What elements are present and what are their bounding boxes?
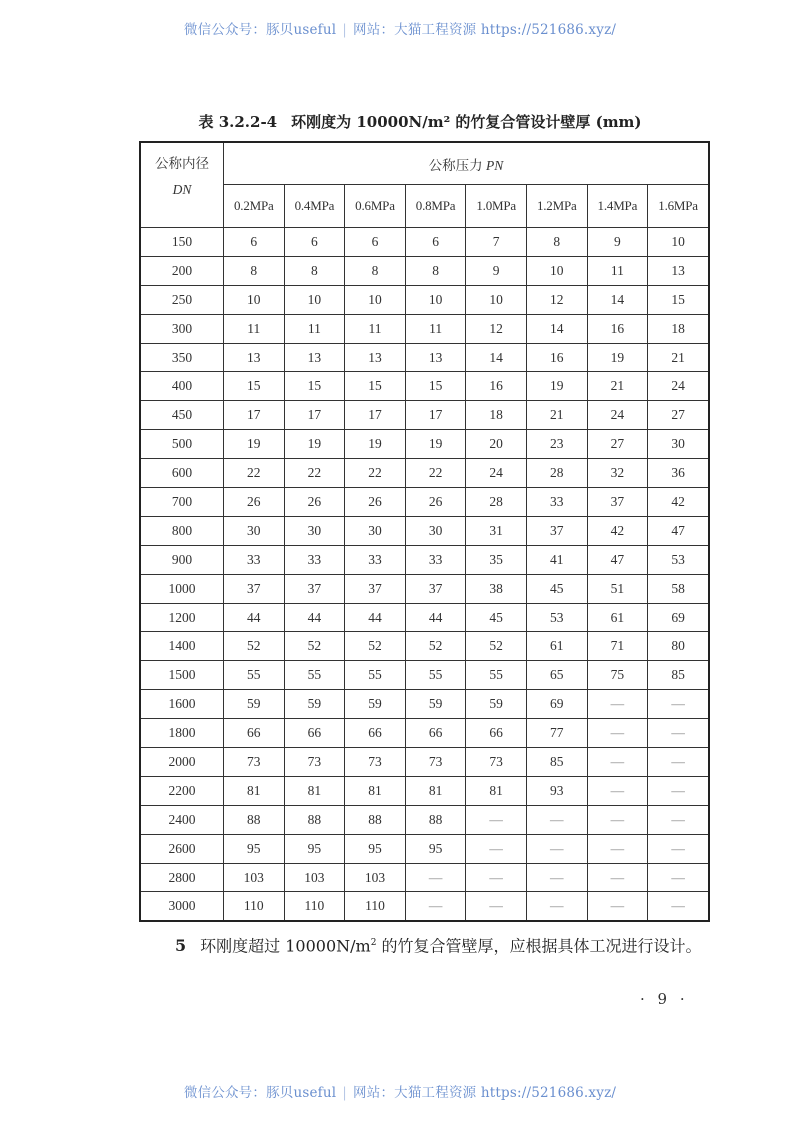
thickness-cell: 52: [405, 632, 466, 661]
thickness-cell: 10: [284, 285, 345, 314]
thickness-cell: —: [587, 834, 648, 863]
thickness-cell: 10: [648, 228, 709, 257]
thickness-cell: —: [648, 719, 709, 748]
thickness-cell: —: [526, 863, 587, 892]
thickness-cell: —: [466, 892, 527, 921]
thickness-cell: 22: [405, 459, 466, 488]
thickness-cell: 45: [466, 603, 527, 632]
thickness-cell: 73: [405, 748, 466, 777]
thickness-cell: 33: [284, 545, 345, 574]
thickness-cell: 37: [587, 488, 648, 517]
thickness-cell: 6: [345, 228, 406, 257]
thickness-cell: 44: [224, 603, 285, 632]
dn-cell: 900: [140, 545, 224, 574]
thickness-cell: 26: [345, 488, 406, 517]
dn-cell: 500: [140, 430, 224, 459]
table-row: [140, 805, 709, 834]
thickness-cell: 71: [587, 632, 648, 661]
thickness-cell: 14: [466, 343, 527, 372]
thickness-cell: 47: [587, 545, 648, 574]
thickness-cell: 77: [526, 719, 587, 748]
wall-thickness-table: [139, 141, 710, 922]
thickness-cell: 69: [648, 603, 709, 632]
thickness-cell: 85: [648, 661, 709, 690]
table-row: [140, 285, 709, 314]
thickness-cell: 69: [526, 690, 587, 719]
group-header-label: 公称压力: [428, 157, 483, 173]
thickness-cell: —: [587, 892, 648, 921]
thickness-cell: 110: [284, 892, 345, 921]
dn-cell: 600: [140, 459, 224, 488]
thickness-cell: 14: [526, 314, 587, 343]
table-row: [140, 401, 709, 430]
column-header: 0.4MPa: [284, 185, 345, 228]
thickness-cell: 42: [587, 516, 648, 545]
table-row: [140, 314, 709, 343]
thickness-cell: 11: [284, 314, 345, 343]
dn-cell: 3000: [140, 892, 224, 921]
thickness-cell: 27: [587, 430, 648, 459]
thickness-cell: 73: [345, 748, 406, 777]
page-number: · 9 ·: [640, 990, 689, 1008]
table-row: [140, 834, 709, 863]
thickness-cell: 88: [345, 805, 406, 834]
note-paragraph: [139, 929, 719, 960]
dn-cell: 2800: [140, 863, 224, 892]
thickness-cell: 88: [405, 805, 466, 834]
table-title: 环刚度为 10000N/m² 的竹复合管设计壁厚 (mm): [291, 113, 642, 131]
thickness-cell: 36: [648, 459, 709, 488]
thickness-cell: —: [648, 834, 709, 863]
row-header-label: 公称内径: [155, 156, 209, 171]
table-row: [140, 228, 709, 257]
thickness-cell: 44: [405, 603, 466, 632]
thickness-cell: —: [587, 776, 648, 805]
dn-cell: 1600: [140, 690, 224, 719]
thickness-cell: 32: [587, 459, 648, 488]
thickness-cell: 11: [587, 256, 648, 285]
thickness-cell: 17: [224, 401, 285, 430]
dn-cell: 1500: [140, 661, 224, 690]
group-header-pn: [224, 142, 710, 185]
thickness-cell: 59: [405, 690, 466, 719]
thickness-cell: 30: [405, 516, 466, 545]
thickness-cell: 37: [405, 574, 466, 603]
thickness-cell: 103: [284, 863, 345, 892]
thickness-cell: 95: [405, 834, 466, 863]
table-row: [140, 574, 709, 603]
dn-cell: 700: [140, 488, 224, 517]
thickness-cell: 35: [466, 545, 527, 574]
thickness-cell: 13: [345, 343, 406, 372]
thickness-cell: 37: [345, 574, 406, 603]
thickness-cell: 61: [526, 632, 587, 661]
watermark-wechat: 微信公众号：豚贝useful: [183, 1085, 337, 1101]
thickness-cell: 95: [345, 834, 406, 863]
thickness-cell: 13: [648, 256, 709, 285]
dn-cell: 2200: [140, 776, 224, 805]
thickness-cell: 73: [224, 748, 285, 777]
thickness-cell: 110: [224, 892, 285, 921]
thickness-cell: 19: [526, 372, 587, 401]
thickness-cell: 93: [526, 776, 587, 805]
dn-cell: 1800: [140, 719, 224, 748]
thickness-cell: 17: [345, 401, 406, 430]
thickness-cell: 26: [224, 488, 285, 517]
thickness-cell: 75: [587, 661, 648, 690]
thickness-cell: 15: [345, 372, 406, 401]
thickness-cell: 55: [224, 661, 285, 690]
table-row: [140, 256, 709, 285]
dn-cell: 450: [140, 401, 224, 430]
table-row: [140, 661, 709, 690]
thickness-cell: 44: [284, 603, 345, 632]
note-text-after: 的竹复合管壁厚，应根据具体工况进行设计。: [376, 936, 702, 956]
thickness-cell: 10: [345, 285, 406, 314]
column-header: 0.2MPa: [224, 185, 285, 228]
thickness-cell: 24: [466, 459, 527, 488]
thickness-cell: 15: [224, 372, 285, 401]
dn-cell: 1000: [140, 574, 224, 603]
table-row: [140, 545, 709, 574]
thickness-cell: 8: [526, 228, 587, 257]
thickness-cell: 28: [526, 459, 587, 488]
thickness-cell: 20: [466, 430, 527, 459]
thickness-cell: 33: [224, 545, 285, 574]
dn-cell: 200: [140, 256, 224, 285]
table-row: [140, 343, 709, 372]
thickness-cell: 19: [587, 343, 648, 372]
column-header-row: [140, 185, 709, 228]
thickness-cell: 17: [405, 401, 466, 430]
thickness-cell: 66: [224, 719, 285, 748]
thickness-cell: 19: [224, 430, 285, 459]
thickness-cell: 55: [405, 661, 466, 690]
thickness-cell: 15: [648, 285, 709, 314]
table-row: [140, 863, 709, 892]
thickness-cell: 22: [224, 459, 285, 488]
thickness-cell: 17: [284, 401, 345, 430]
dn-cell: 2000: [140, 748, 224, 777]
watermark-wechat: 微信公众号：豚贝useful: [183, 22, 337, 38]
thickness-cell: 55: [466, 661, 527, 690]
thickness-cell: 73: [284, 748, 345, 777]
thickness-cell: 19: [345, 430, 406, 459]
thickness-cell: 44: [345, 603, 406, 632]
thickness-cell: —: [648, 863, 709, 892]
thickness-cell: 53: [526, 603, 587, 632]
row-header-dn: [140, 142, 224, 228]
thickness-cell: 12: [526, 285, 587, 314]
dn-cell: 800: [140, 516, 224, 545]
thickness-cell: 53: [648, 545, 709, 574]
thickness-cell: 24: [648, 372, 709, 401]
thickness-cell: —: [466, 805, 527, 834]
thickness-cell: 30: [648, 430, 709, 459]
table-row: [140, 690, 709, 719]
thickness-cell: —: [526, 805, 587, 834]
thickness-cell: 33: [345, 545, 406, 574]
table-number: 表 3.2.2-4: [198, 113, 278, 131]
table-row: [140, 516, 709, 545]
thickness-cell: —: [466, 834, 527, 863]
dn-cell: 300: [140, 314, 224, 343]
thickness-cell: 61: [587, 603, 648, 632]
thickness-cell: —: [648, 690, 709, 719]
thickness-cell: 9: [466, 256, 527, 285]
thickness-cell: 11: [224, 314, 285, 343]
watermark-website: 网站：大猫工程资源 https://521686.xyz/: [353, 1085, 617, 1101]
dn-cell: 1400: [140, 632, 224, 661]
thickness-cell: —: [648, 776, 709, 805]
thickness-cell: 81: [405, 776, 466, 805]
thickness-cell: 42: [648, 488, 709, 517]
thickness-cell: 73: [466, 748, 527, 777]
thickness-cell: 55: [284, 661, 345, 690]
thickness-cell: 31: [466, 516, 527, 545]
thickness-cell: 45: [526, 574, 587, 603]
thickness-cell: 88: [224, 805, 285, 834]
group-header-symbol: PN: [486, 157, 504, 173]
thickness-cell: 33: [526, 488, 587, 517]
thickness-cell: 33: [405, 545, 466, 574]
thickness-cell: 18: [466, 401, 527, 430]
thickness-cell: 9: [587, 228, 648, 257]
thickness-cell: 6: [405, 228, 466, 257]
table-row: [140, 488, 709, 517]
thickness-cell: 95: [224, 834, 285, 863]
dn-cell: 1200: [140, 603, 224, 632]
table-row: [140, 748, 709, 777]
thickness-cell: 47: [648, 516, 709, 545]
table-caption: [130, 111, 710, 132]
thickness-cell: 52: [284, 632, 345, 661]
thickness-cell: 103: [345, 863, 406, 892]
thickness-cell: 41: [526, 545, 587, 574]
thickness-cell: —: [648, 805, 709, 834]
thickness-cell: 52: [345, 632, 406, 661]
note-text-before: 环刚度超过 10000N/m: [200, 936, 371, 956]
thickness-cell: 81: [284, 776, 345, 805]
thickness-cell: 103: [224, 863, 285, 892]
thickness-cell: 55: [345, 661, 406, 690]
thickness-cell: 10: [224, 285, 285, 314]
thickness-cell: 8: [224, 256, 285, 285]
thickness-cell: 12: [466, 314, 527, 343]
thickness-cell: 19: [405, 430, 466, 459]
thickness-cell: 13: [284, 343, 345, 372]
thickness-cell: 10: [466, 285, 527, 314]
column-header: 1.4MPa: [587, 185, 648, 228]
thickness-cell: 16: [466, 372, 527, 401]
thickness-cell: —: [405, 892, 466, 921]
thickness-cell: 27: [648, 401, 709, 430]
thickness-cell: 22: [284, 459, 345, 488]
thickness-cell: 30: [345, 516, 406, 545]
watermark-separator: |: [342, 22, 348, 38]
thickness-cell: 80: [648, 632, 709, 661]
thickness-cell: 8: [345, 256, 406, 285]
thickness-cell: 23: [526, 430, 587, 459]
dn-cell: 350: [140, 343, 224, 372]
column-header: 1.0MPa: [466, 185, 527, 228]
thickness-cell: 38: [466, 574, 527, 603]
thickness-cell: 66: [345, 719, 406, 748]
thickness-cell: 88: [284, 805, 345, 834]
dn-cell: 400: [140, 372, 224, 401]
watermark-top: [0, 18, 800, 38]
thickness-cell: 11: [345, 314, 406, 343]
row-header-symbol: DN: [172, 182, 192, 197]
thickness-cell: 10: [405, 285, 466, 314]
thickness-cell: 59: [284, 690, 345, 719]
table-row: [140, 719, 709, 748]
thickness-cell: 58: [648, 574, 709, 603]
thickness-cell: 28: [466, 488, 527, 517]
table-row: [140, 372, 709, 401]
note-number: 5: [175, 936, 187, 956]
thickness-cell: 14: [587, 285, 648, 314]
thickness-cell: 6: [284, 228, 345, 257]
thickness-cell: 85: [526, 748, 587, 777]
note-superscript: 2: [370, 938, 377, 948]
thickness-cell: 30: [284, 516, 345, 545]
dn-cell: 2600: [140, 834, 224, 863]
thickness-cell: 59: [466, 690, 527, 719]
watermark-website: 网站：大猫工程资源 https://521686.xyz/: [353, 22, 617, 38]
thickness-cell: —: [587, 690, 648, 719]
thickness-cell: 59: [345, 690, 406, 719]
thickness-cell: 22: [345, 459, 406, 488]
thickness-cell: —: [526, 834, 587, 863]
thickness-cell: 52: [224, 632, 285, 661]
thickness-cell: 10: [526, 256, 587, 285]
thickness-cell: 21: [526, 401, 587, 430]
thickness-cell: 37: [284, 574, 345, 603]
thickness-cell: 8: [284, 256, 345, 285]
thickness-cell: 13: [405, 343, 466, 372]
thickness-cell: 18: [648, 314, 709, 343]
thickness-cell: —: [648, 748, 709, 777]
thickness-cell: 26: [284, 488, 345, 517]
thickness-cell: 21: [648, 343, 709, 372]
column-header: 0.8MPa: [405, 185, 466, 228]
thickness-cell: 21: [587, 372, 648, 401]
thickness-cell: 110: [345, 892, 406, 921]
thickness-cell: 51: [587, 574, 648, 603]
thickness-cell: 65: [526, 661, 587, 690]
thickness-cell: —: [405, 863, 466, 892]
thickness-cell: 16: [526, 343, 587, 372]
thickness-cell: 15: [284, 372, 345, 401]
table-row: [140, 603, 709, 632]
thickness-cell: —: [466, 863, 527, 892]
thickness-cell: 13: [224, 343, 285, 372]
thickness-cell: —: [526, 892, 587, 921]
thickness-cell: 30: [224, 516, 285, 545]
dn-cell: 2400: [140, 805, 224, 834]
watermark-separator: |: [342, 1085, 348, 1101]
dn-cell: 250: [140, 285, 224, 314]
thickness-cell: 95: [284, 834, 345, 863]
table-row: [140, 776, 709, 805]
thickness-cell: —: [648, 892, 709, 921]
table-row: [140, 892, 709, 921]
thickness-cell: 81: [466, 776, 527, 805]
thickness-cell: —: [587, 748, 648, 777]
thickness-cell: 8: [405, 256, 466, 285]
thickness-cell: 81: [224, 776, 285, 805]
thickness-cell: 37: [224, 574, 285, 603]
thickness-cell: 7: [466, 228, 527, 257]
thickness-cell: —: [587, 805, 648, 834]
thickness-cell: 24: [587, 401, 648, 430]
thickness-cell: 52: [466, 632, 527, 661]
thickness-cell: 81: [345, 776, 406, 805]
thickness-cell: —: [587, 863, 648, 892]
column-header: 1.6MPa: [648, 185, 709, 228]
thickness-cell: 15: [405, 372, 466, 401]
thickness-cell: 66: [284, 719, 345, 748]
thickness-cell: 37: [526, 516, 587, 545]
thickness-cell: —: [587, 719, 648, 748]
table-row: [140, 632, 709, 661]
table-row: [140, 459, 709, 488]
column-header: 0.6MPa: [345, 185, 406, 228]
table-row: [140, 430, 709, 459]
thickness-cell: 19: [284, 430, 345, 459]
dn-cell: 150: [140, 228, 224, 257]
thickness-cell: 66: [405, 719, 466, 748]
thickness-cell: 26: [405, 488, 466, 517]
thickness-cell: 59: [224, 690, 285, 719]
thickness-cell: 11: [405, 314, 466, 343]
thickness-cell: 6: [224, 228, 285, 257]
table-body: [140, 228, 709, 922]
column-header: 1.2MPa: [526, 185, 587, 228]
thickness-cell: 66: [466, 719, 527, 748]
watermark-bottom: [0, 1081, 800, 1101]
thickness-cell: 16: [587, 314, 648, 343]
